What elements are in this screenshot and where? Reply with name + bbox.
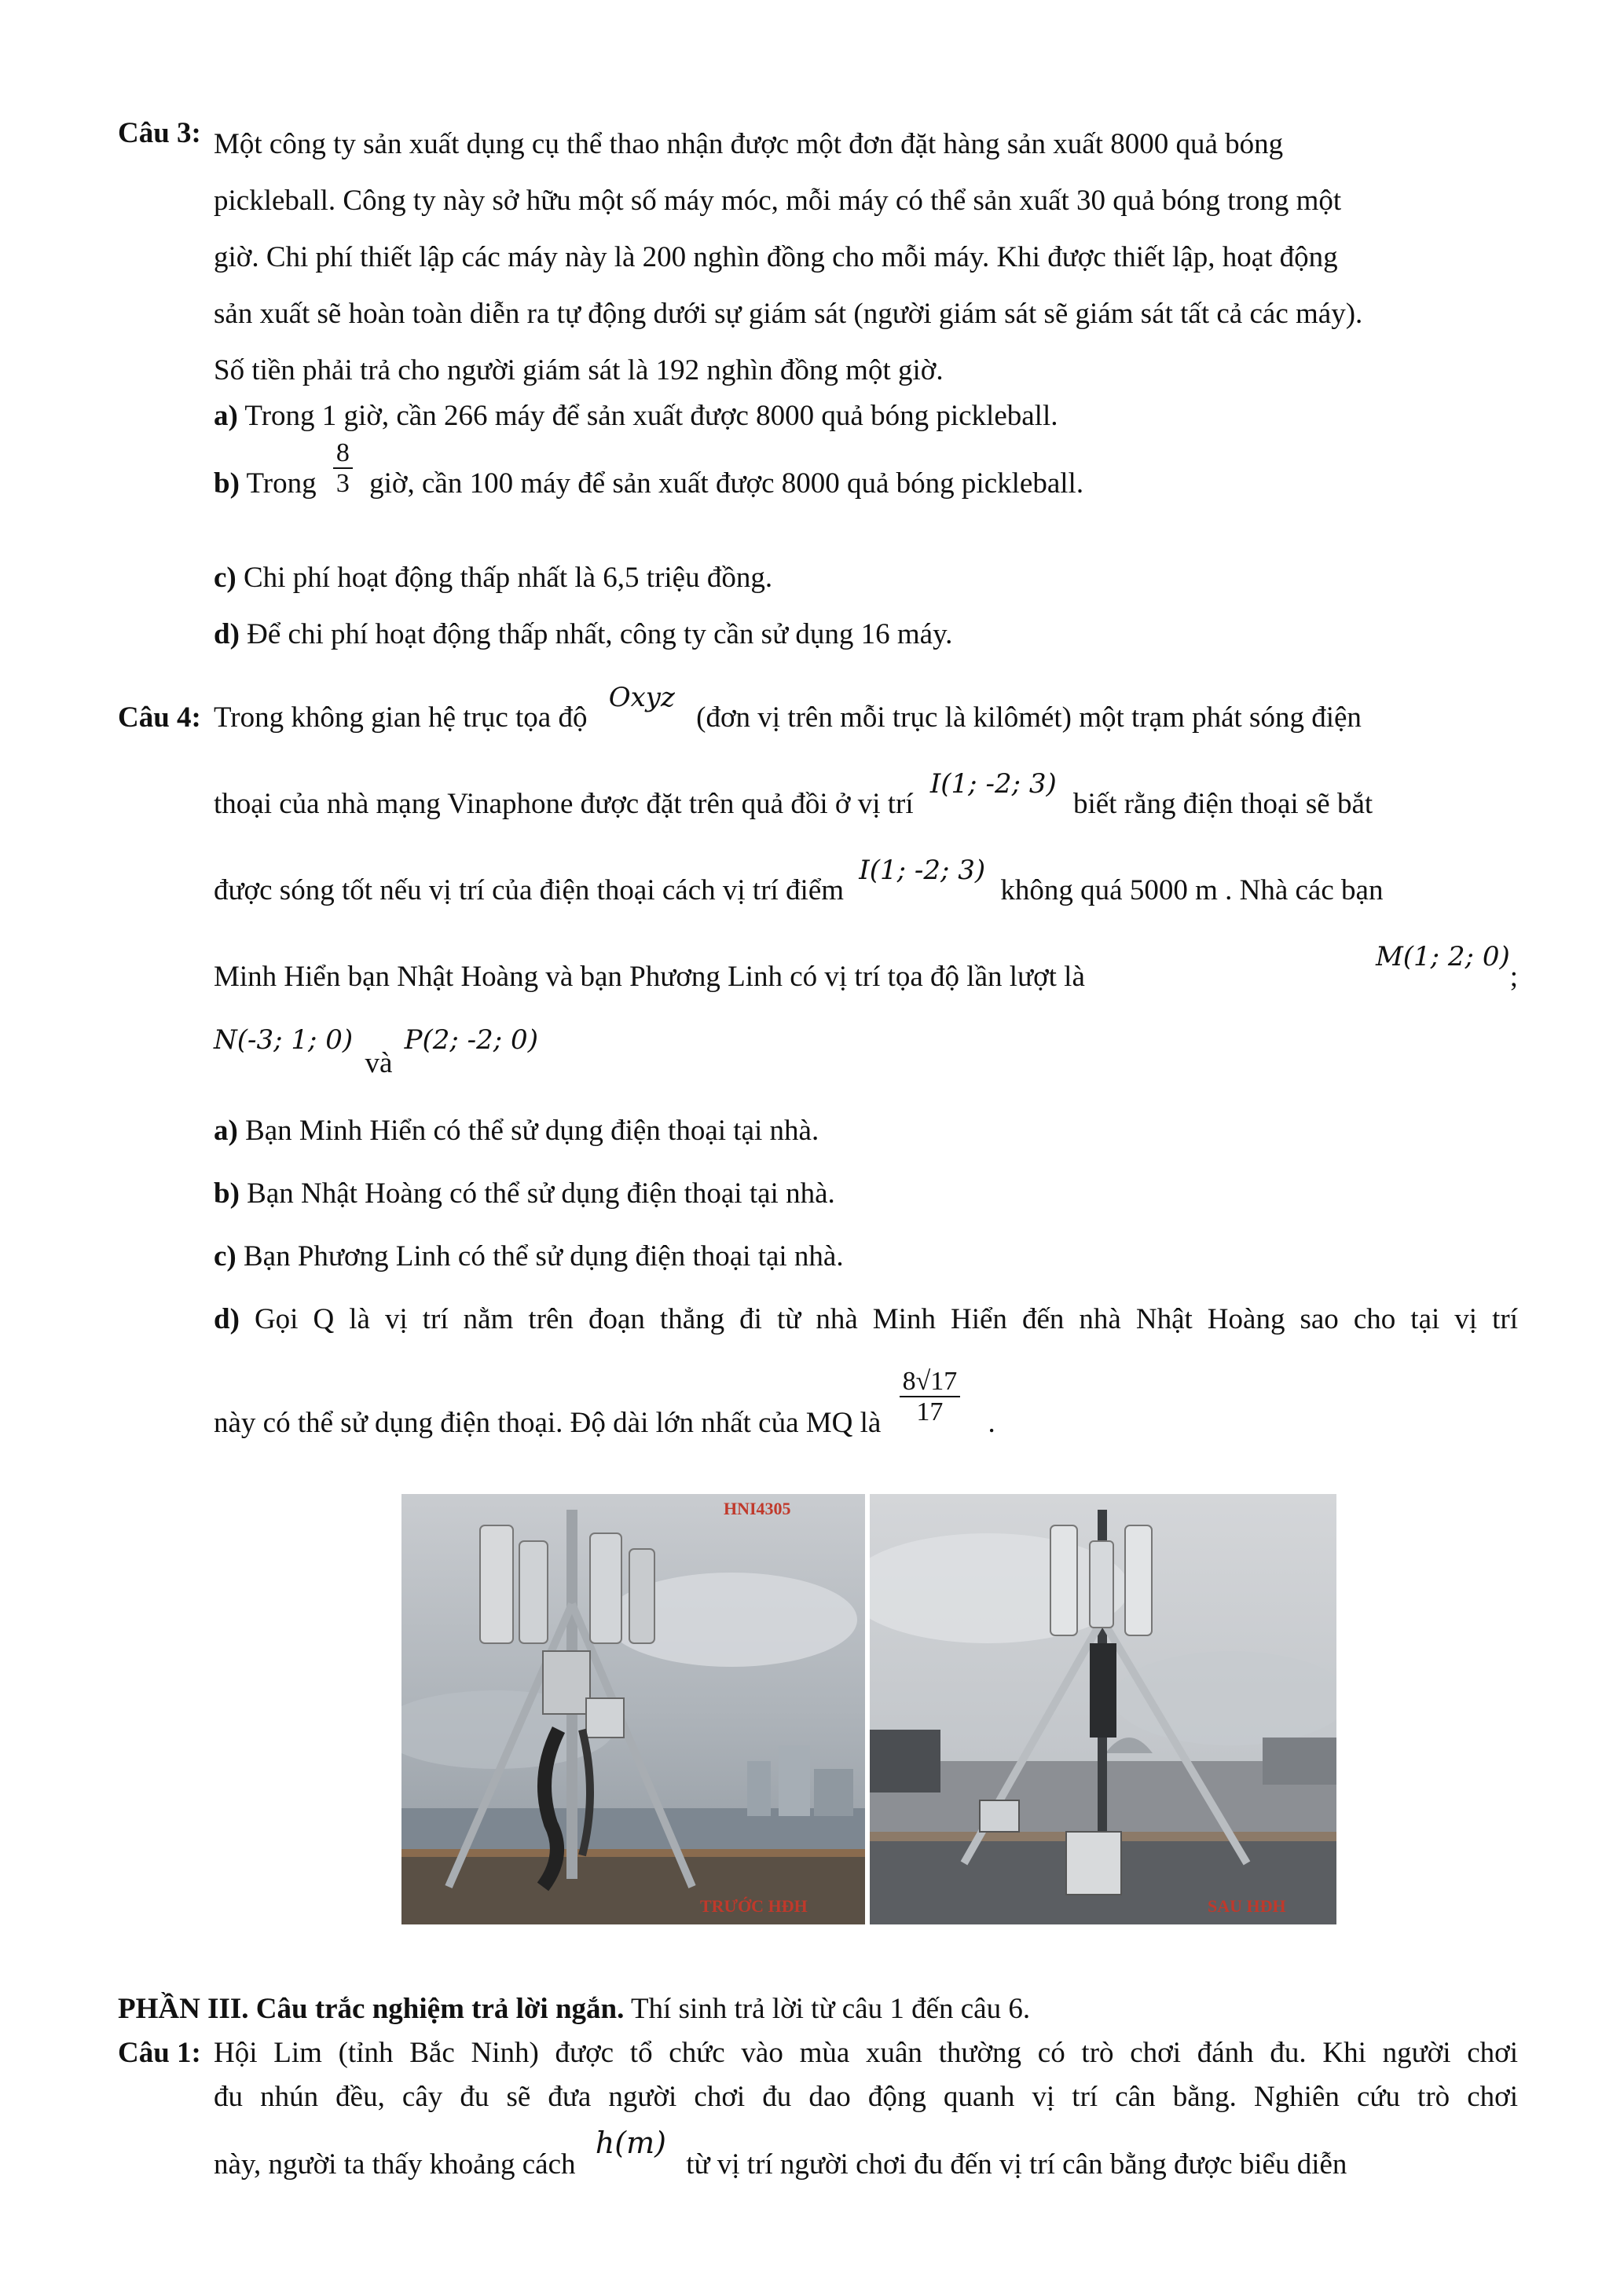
- option-a-label: a): [214, 1115, 238, 1147]
- option-c-label: c): [214, 562, 236, 594]
- option-c-text: Chi phí hoạt động thấp nhất là 6,5 triệu đồng.: [244, 562, 773, 594]
- antenna-tower-before-image: [401, 1494, 865, 1924]
- question-4-line-3: [214, 855, 1384, 907]
- coordinate-system-oxyz: Oxyz: [608, 682, 675, 713]
- option-a-text: Trong 1 giờ, cần 266 máy để sản xuất được 8000 quả bóng pickleball.: [244, 400, 1058, 432]
- question-3-option-a: [214, 399, 1058, 433]
- line-3-text-b: từ vị trí người chơi đu đến vị trí cân bằng được biểu diễn: [686, 2148, 1347, 2181]
- option-a-label: a): [214, 400, 238, 432]
- tower-photos: [401, 1494, 1336, 1924]
- option-d-text-1: Gọi Q là vị trí nằm trên đoạn thẳng đi từ nhà Minh Hiển đến nhà Nhật Hoàng sao cho tại vị trí: [254, 1303, 1518, 1335]
- question-4-option-d: [214, 1302, 1518, 1336]
- question-1-label: Câu 1:: [118, 2037, 201, 2069]
- fraction-numerator: 8√17: [900, 1367, 961, 1397]
- question-4-option-c: [214, 1240, 844, 1273]
- question-1-line-1: Hội Lim (tỉnh Bắc Ninh) được tổ chức vào mùa xuân thường có trò chơi đánh đu. Khi người chơi: [214, 2037, 1518, 2069]
- question-3-line-1: Một công ty sản xuất dụng cụ thể thao nhận được một đơn đặt hàng sản xuất 8000 quả bóng: [214, 128, 1284, 160]
- line-3-text-a: được sóng tốt nếu vị trí của điện thoại cách vị trí điểm: [214, 874, 845, 906]
- option-d-text: Để chi phí hoạt động thấp nhất, công ty cần sử dụng 16 máy.: [247, 618, 953, 650]
- photo-before: [401, 1494, 865, 1924]
- question-4-option-a: [214, 1114, 819, 1148]
- section-3-heading: [118, 1992, 1030, 2026]
- question-1-line-2: đu nhún đều, cây đu sẽ đưa người chơi đu dao động quanh vị trí cân bằng. Nghiên cứu trò chơi: [214, 2081, 1518, 2113]
- question-3-line-3: giờ. Chi phí thiết lập các máy này là 200 nghìn đồng cho mỗi máy. Khi được thiết lập, hoạt động: [214, 241, 1338, 273]
- option-a-text: Bạn Minh Hiển có thể sử dụng điện thoại tại nhà.: [245, 1115, 819, 1147]
- question-3-label: Câu 3:: [118, 117, 201, 149]
- point-n: N(-3; 1; 0): [214, 1024, 354, 1056]
- option-b-text: Bạn Nhật Hoàng có thể sử dụng điện thoại tại nhà.: [247, 1177, 835, 1210]
- question-4-line-5: [214, 1023, 538, 1079]
- fraction-8sqrt17-17: [900, 1367, 961, 1427]
- question-4-line-2: [214, 768, 1373, 821]
- option-c-label: c): [214, 1240, 236, 1273]
- option-d-label: d): [214, 618, 240, 650]
- distance-h-m: h(m): [595, 2126, 666, 2160]
- point-p: P(2; -2; 0): [404, 1024, 538, 1056]
- point-i: I(1; -2; 3): [929, 768, 1057, 800]
- option-c-text: Bạn Phương Linh có thể sử dụng điện thoại tại nhà.: [244, 1240, 844, 1273]
- antenna-tower-after-image: [870, 1494, 1336, 1924]
- option-d-text-2: này có thể sử dụng điện thoại. Độ dài lớn nhất của MQ là: [214, 1406, 882, 1439]
- option-d-period: .: [988, 1406, 995, 1439]
- section-3-title: PHẦN III. Câu trắc nghiệm trả lời ngắn.: [118, 1993, 625, 2025]
- option-b-pre: Trong: [246, 467, 317, 500]
- question-4-line-1: [214, 682, 1362, 734]
- question-4-label: Câu 4:: [118, 701, 201, 734]
- option-b-post: giờ, cần 100 máy để sản xuất được 8000 quả bóng pickleball.: [369, 467, 1084, 500]
- line-1-text-a: Trong không gian hệ trục tọa độ: [214, 701, 588, 734]
- photo-label-after: SAU HĐH: [1208, 1896, 1286, 1916]
- line-4-text-a: Minh Hiển bạn Nhật Hoàng và bạn Phương Linh có vị trí tọa độ lần lượt là: [214, 961, 1085, 993]
- fraction-denominator: 17: [916, 1397, 944, 1427]
- photo-after: [870, 1494, 1336, 1924]
- question-3-line-4: sản xuất sẽ hoàn toàn diễn ra tự động dưới sự giám sát (người giám sát sẽ giám sát tất cả các máy).: [214, 298, 1363, 330]
- question-3-body: [214, 116, 1518, 399]
- line-2-text-b: biết rằng điện thoại sẽ bắt: [1072, 788, 1373, 820]
- fraction-8-3: [333, 438, 353, 499]
- photo-label-before: TRƯỚC HĐH: [700, 1896, 808, 1916]
- fraction-denominator: 3: [335, 469, 350, 499]
- question-3-option-c: [214, 561, 772, 595]
- point-i-repeat: I(1; -2; 3): [859, 855, 986, 886]
- line-3-text-a: này, người ta thấy khoảng cách: [214, 2148, 576, 2181]
- question-3-line-5: Số tiền phải trả cho người giám sát là 192 nghìn đồng một giờ.: [214, 354, 944, 386]
- question-4-line-4: [214, 941, 1518, 994]
- section-3-subtitle: Thí sinh trả lời từ câu 1 đến câu 6.: [630, 1993, 1031, 2025]
- line-2-text-a: thoại của nhà mạng Vinaphone được đặt trên quả đồi ở vị trí: [214, 788, 914, 820]
- option-d-label: d): [214, 1303, 240, 1335]
- line-3-text-b: không quá 5000 m . Nhà các bạn: [1000, 874, 1384, 906]
- option-b-label: b): [214, 1177, 240, 1210]
- line-1-text-b: (đơn vị trên mỗi trục là kilômét) một trạm phát sóng điện: [696, 701, 1362, 734]
- question-1-line-3: [214, 2126, 1347, 2181]
- fraction-numerator: 8: [333, 438, 353, 469]
- question-4-option-b: [214, 1177, 835, 1210]
- question-4-option-d-cont: [214, 1367, 995, 1439]
- photo-label-site-code: HNI4305: [724, 1499, 791, 1518]
- line-5-and: và: [365, 1047, 393, 1079]
- question-3-option-d: [214, 617, 952, 651]
- line-4-text-b: ;: [1509, 961, 1518, 993]
- option-b-label: b): [214, 467, 240, 500]
- question-3-line-2: pickleball. Công ty này sở hữu một số máy móc, mỗi máy có thể sản xuất 30 quả bóng trong một: [214, 185, 1342, 217]
- question-3-option-b: [214, 438, 1084, 516]
- point-m: M(1; 2; 0): [1375, 941, 1510, 972]
